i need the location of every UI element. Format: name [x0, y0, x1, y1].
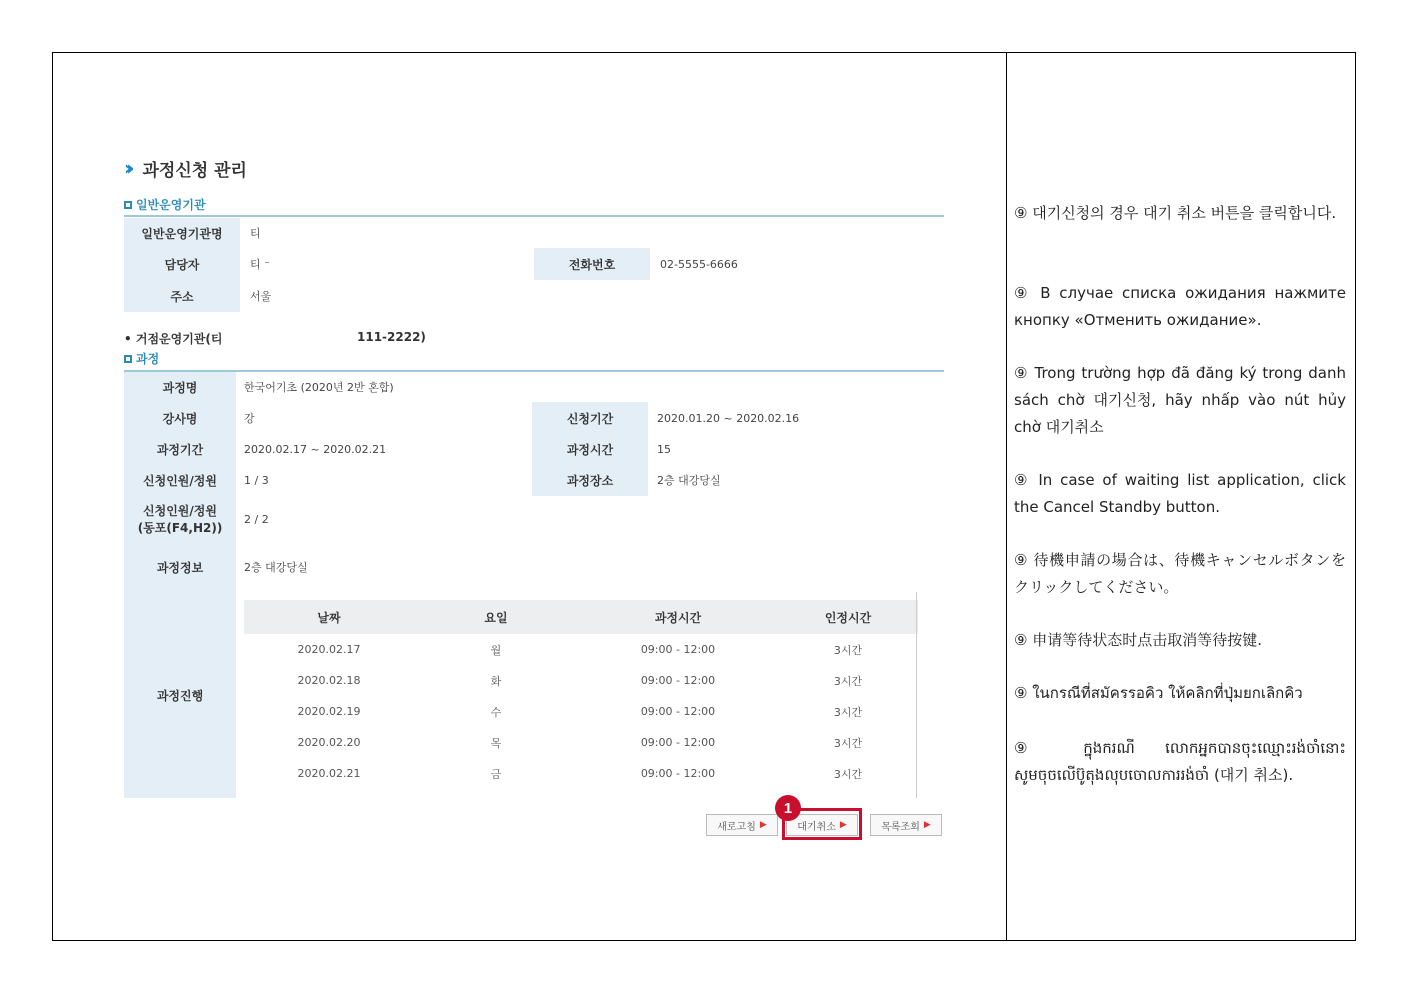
callout-badge: 1 — [775, 795, 801, 821]
label-instructor: 강사명 — [124, 402, 236, 434]
header-credit-time: 인정시간 — [824, 610, 872, 625]
note-russian: ⑨ В случае списка ожидания нажмите кнопку «Отменить ожидание». — [1014, 284, 1346, 329]
label-course-info: 과정정보 — [124, 542, 236, 592]
base-org-line: • 거점운영기관(티 111-2222) — [124, 330, 426, 346]
value-phone: 02-5555-6666 — [660, 257, 738, 271]
value-course-info: 2층 대강당실 — [244, 561, 308, 574]
value-applicants: 1 / 3 — [244, 473, 269, 487]
note-thai: ⑨ ในกรณีที่สมัครรอคิว ให้คลิกที่ปุ่มยกเลิกคิว — [1014, 684, 1303, 702]
schedule-header-row — [244, 600, 918, 634]
value-place: 2층 대강당실 — [657, 474, 721, 487]
header-course-time: 과정시간 — [654, 610, 702, 625]
section-rule — [124, 215, 944, 217]
note-khmer: ⑨ ក្នុងករណី លោកអ្នកបានចុះឈ្មោះរង់ចាំនោះ សូមចុចលើប៊ូតុងលុបចោលការរង់ចាំ (대기 취소). — [1014, 739, 1346, 784]
play-arrow-icon: ▶ — [839, 820, 847, 830]
label-course-progress: 과정진행 — [124, 592, 236, 798]
table-row: 2020.02.21 금 09:00 - 12:00 3시간 — [297, 767, 863, 781]
table-row: 2020.02.17 월 09:00 - 12:00 3시간 — [297, 643, 863, 657]
double-chevron-icon: ›› — [124, 156, 129, 180]
list-view-button[interactable]: 목록조회 ▶ — [870, 814, 942, 836]
screenshot-panel — [118, 150, 948, 850]
label-org-name: 일반운영기관명 — [124, 218, 240, 248]
value-manager: 티 ⁻ — [250, 258, 270, 271]
table-row: 2020.02.18 화 09:00 - 12:00 3시간 — [297, 674, 863, 688]
play-arrow-icon: ▶ — [923, 820, 931, 830]
play-arrow-icon: ▶ — [759, 820, 767, 830]
note-vietnamese: ⑨ Trong trường hợp đã đăng ký trong danh sách chờ 대기신청, hãy nhấp vào nút hủy chờ 대기취소 — [1014, 364, 1346, 436]
header-day: 요일 — [484, 610, 508, 625]
value-course-hours: 15 — [657, 442, 671, 456]
table-border — [916, 592, 917, 798]
table-row: 2020.02.20 목 09:00 - 12:00 3시간 — [297, 736, 863, 750]
header-date: 날짜 — [317, 610, 341, 625]
label-place: 과정장소 — [532, 464, 648, 496]
label-address: 주소 — [124, 280, 240, 312]
table-row: 2020.02.19 수 09:00 - 12:00 3시간 — [297, 705, 863, 719]
note-english: ⑨ In case of waiting list application, click the Cancel Standby button. — [1014, 471, 1346, 516]
cancel-standby-button[interactable]: 대기취소 ▶ — [786, 814, 858, 836]
refresh-button[interactable]: 새로고침 ▶ — [706, 814, 778, 836]
value-course-period: 2020.02.17 ~ 2020.02.21 — [244, 442, 387, 456]
square-bullet-icon — [124, 355, 132, 363]
column-divider — [1006, 52, 1007, 941]
label-applicants: 신청인원/정원 — [124, 464, 236, 496]
section-heading-general-org: 일반운영기관 — [124, 196, 206, 213]
note-chinese: ⑨ 申请等待状态时点击取消等待按键. — [1014, 631, 1262, 649]
label-course-hours: 과정시간 — [532, 434, 648, 464]
label-course-name: 과정명 — [124, 372, 236, 402]
value-address: 서울 — [250, 290, 272, 303]
label-apply-period: 신청기간 — [532, 402, 648, 434]
page-title — [124, 156, 247, 180]
value-org-name: 티 — [250, 227, 261, 240]
schedule-table — [244, 600, 918, 789]
label-applicants-overseas: 신청인원/정원 (동포(F4,H2)) — [124, 496, 236, 542]
page-title-text: 과정신청 관리 — [142, 160, 247, 181]
value-course-name: 한국어기초 (2020년 2반 혼합) — [244, 381, 394, 394]
note-japanese: ⑨ 待機申請の場合は、待機キャンセルボタンをクリックしてください。 — [1014, 551, 1346, 596]
label-phone: 전화번호 — [534, 248, 650, 280]
value-applicants-overseas: 2 / 2 — [244, 512, 269, 526]
label-course-period: 과정기간 — [124, 434, 236, 464]
label-manager: 담당자 — [124, 248, 240, 280]
section-heading-course: 과정 — [124, 350, 159, 367]
square-bullet-icon — [124, 201, 132, 209]
value-instructor: 강 — [244, 412, 255, 425]
value-apply-period: 2020.01.20 ~ 2020.02.16 — [657, 411, 800, 425]
note-korean: ⑨ 대기신청의 경우 대기 취소 버튼을 클릭합니다. — [1014, 204, 1337, 222]
